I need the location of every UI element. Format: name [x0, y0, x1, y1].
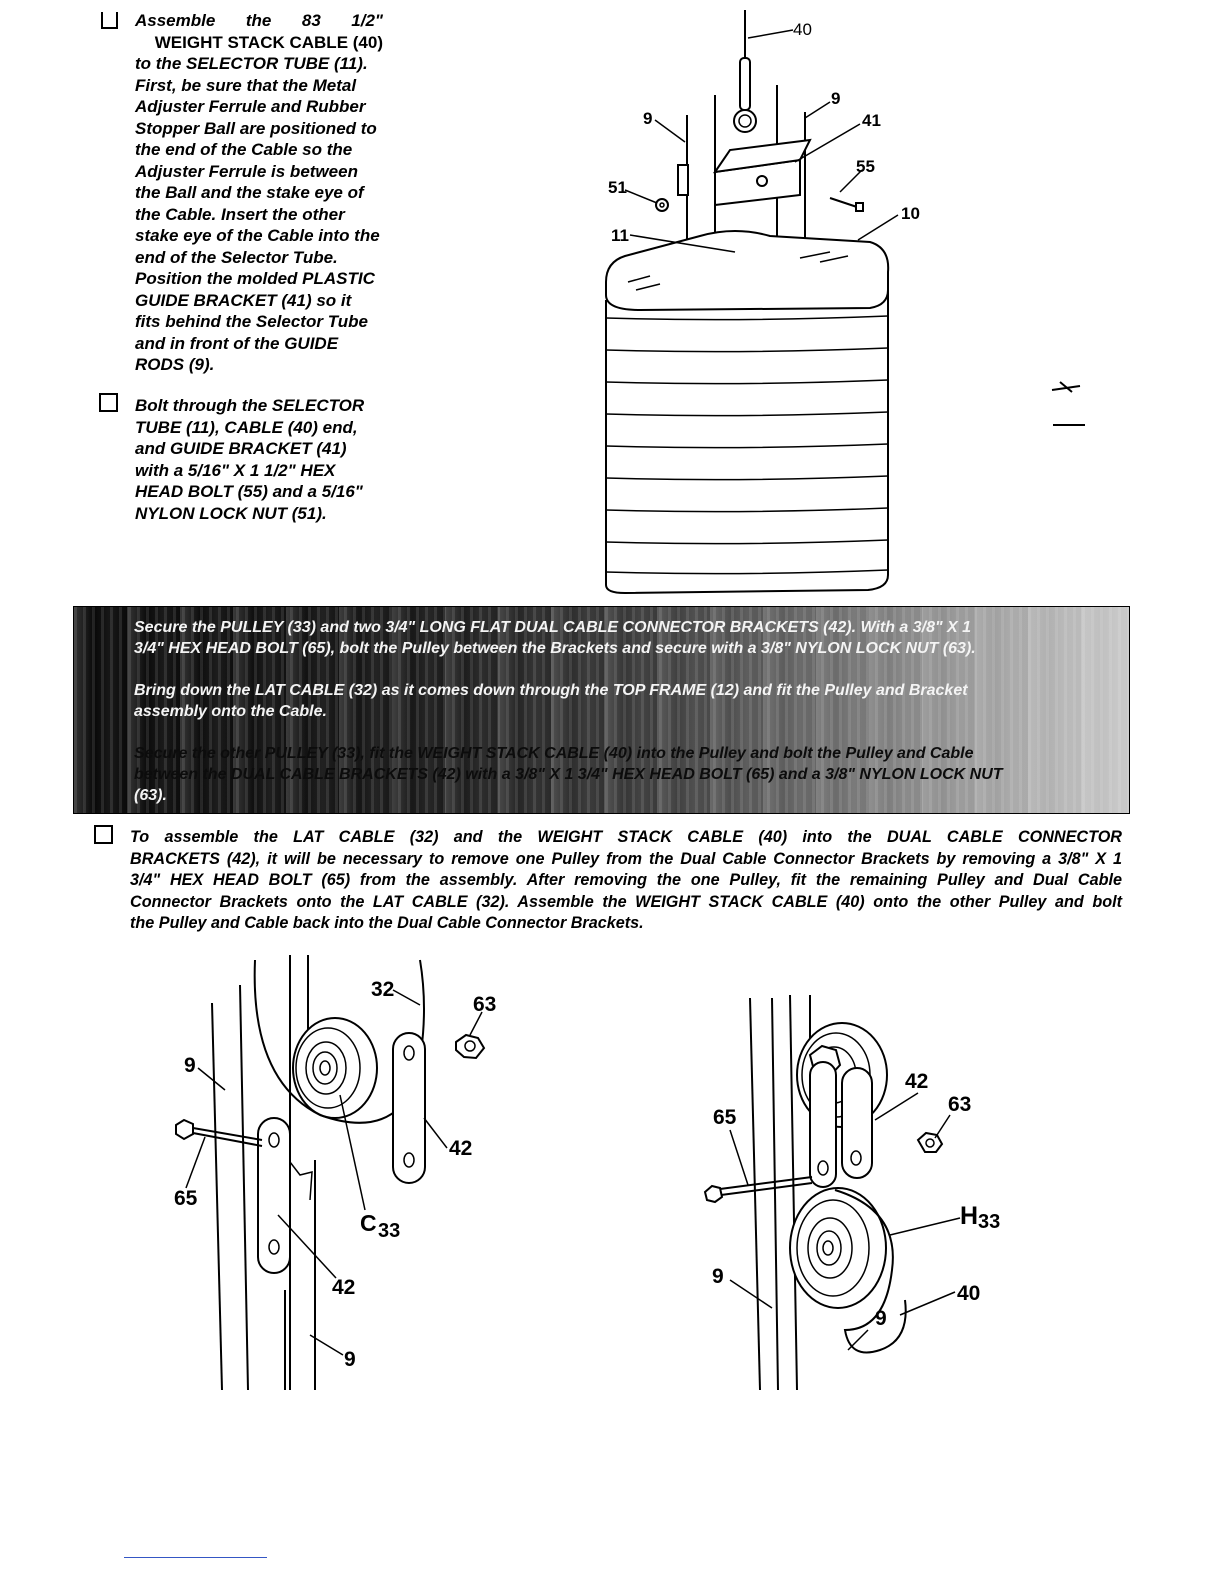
label-c: C [360, 1210, 377, 1236]
step1-line: First, be sure that the Metal [135, 75, 357, 95]
step1-line: Position the molded PLASTIC [135, 269, 375, 288]
label-9: 9 [875, 1307, 887, 1330]
step2-line: Bolt through the SELECTOR [135, 396, 365, 415]
step1-line: GUIDE BRACKET (41) so it [135, 290, 352, 310]
label-9: 9 [344, 1348, 356, 1371]
step3-line: the Pulley and Cable back into the Dual Cable Connector Brackets. [130, 914, 644, 932]
step1-line: the Ball and the stake eye of [135, 183, 364, 202]
label-40: 40 [793, 20, 812, 39]
step3-line: BRACKETS (42), it will be necessary to remove one Pulley from the Dual Cable Connector Brackets by removing a 3/8" X 1 [130, 849, 1122, 868]
band-line: 3/4" HEX HEAD BOLT (65), bolt the Pulley between the Brackets and secure with a 3/8" NYLON LOCK NUT (63). [134, 640, 976, 657]
label-11: 11 [611, 226, 629, 245]
step1-line: and in front of the GUIDE [135, 333, 339, 353]
label-41: 41 [862, 111, 881, 130]
step1-line: the end of the Cable so the [135, 140, 353, 159]
label-33: 33 [378, 1220, 401, 1242]
step2-line: NYLON LOCK NUT (51). [135, 503, 327, 523]
label-42: 42 [905, 1070, 929, 1093]
band-line: Secure the PULLEY (33) and two 3/4" LONG FLAT DUAL CABLE CONNECTOR BRACKETS (42). With a 3/8" X 1 [134, 619, 972, 636]
step1-line: RODS (9). [135, 355, 215, 374]
step2-line: HEAD BOLT (55) and a 5/16" [135, 482, 363, 501]
bottom-rule [124, 1557, 267, 1558]
label-33: 33 [978, 1211, 1001, 1233]
step1-line: Adjuster Ferrule and Rubber [135, 97, 366, 116]
step3-line: Connector Brackets onto the LAT CABLE (32). Assemble the WEIGHT STACK CABLE (40) onto the other Pulley and bolt [130, 892, 1122, 911]
label-9: 9 [712, 1265, 724, 1288]
step1-line: the Cable. Insert the other [135, 204, 345, 224]
band-line: (63). [134, 787, 167, 804]
step1-line: Stopper Ball are positioned to [135, 118, 377, 138]
label-32: 32 [371, 978, 395, 1001]
label-65: 65 [174, 1187, 198, 1210]
label-42: 42 [332, 1276, 356, 1299]
label-65: 65 [713, 1106, 737, 1129]
label-9: 9 [831, 89, 841, 108]
label-10: 10 [901, 204, 920, 223]
step1-line: end of the Selector Tube. [135, 247, 338, 267]
step1-line: WEIGHT STACK CABLE (40) [154, 32, 383, 52]
band-line: between the DUAL CABLE BRACKETS (42) with a 3/8" X 1 3/4" HEX HEAD BOLT (65) and a 3/8" NYLON LOCK NUT [134, 766, 1003, 783]
step1-line: Adjuster Ferrule is between [135, 161, 358, 181]
step1-line: Assemble the 83 1/2" [135, 11, 383, 30]
step2-line: and GUIDE BRACKET (41) [135, 439, 347, 458]
label-9: 9 [184, 1054, 196, 1077]
step3-line: 3/4" HEX HEAD BOLT (65) from the assembly. After removing the one Pulley, fit the remaining Pulley and Dual Cable [130, 871, 1122, 889]
label-55: 55 [856, 157, 875, 176]
band-line: Bring down the LAT CABLE (32) as it comes down through the TOP FRAME (12) and fit the Pulley and Bracket [134, 682, 968, 699]
band-line: Secure the other PULLEY (33), fit the WEIGHT STACK CABLE (40) into the Pulley and bolt the Pulley and Cable [134, 745, 974, 762]
label-63: 63 [473, 993, 497, 1016]
step2-line: TUBE (11), CABLE (40) end, [135, 417, 358, 437]
label-63: 63 [948, 1093, 972, 1116]
label-h: H [960, 1202, 979, 1230]
step3-line: To assemble the LAT CABLE (32) and the WEIGHT STACK CABLE (40) into the DUAL CABLE CONNECTOR [130, 828, 1122, 846]
step1-line: fits behind the Selector Tube [135, 312, 368, 331]
label-9: 9 [643, 109, 653, 128]
band-line: assembly onto the Cable. [134, 703, 327, 720]
label-42: 42 [449, 1137, 473, 1160]
step2-line: with a 5/16" X 1 1/2" HEX [135, 460, 336, 480]
step1-line: stake eye of the Cable into the [135, 226, 380, 245]
label-51: 51 [608, 178, 627, 197]
label-40: 40 [957, 1282, 981, 1305]
step1-line: to the SELECTOR TUBE (11). [135, 54, 368, 73]
